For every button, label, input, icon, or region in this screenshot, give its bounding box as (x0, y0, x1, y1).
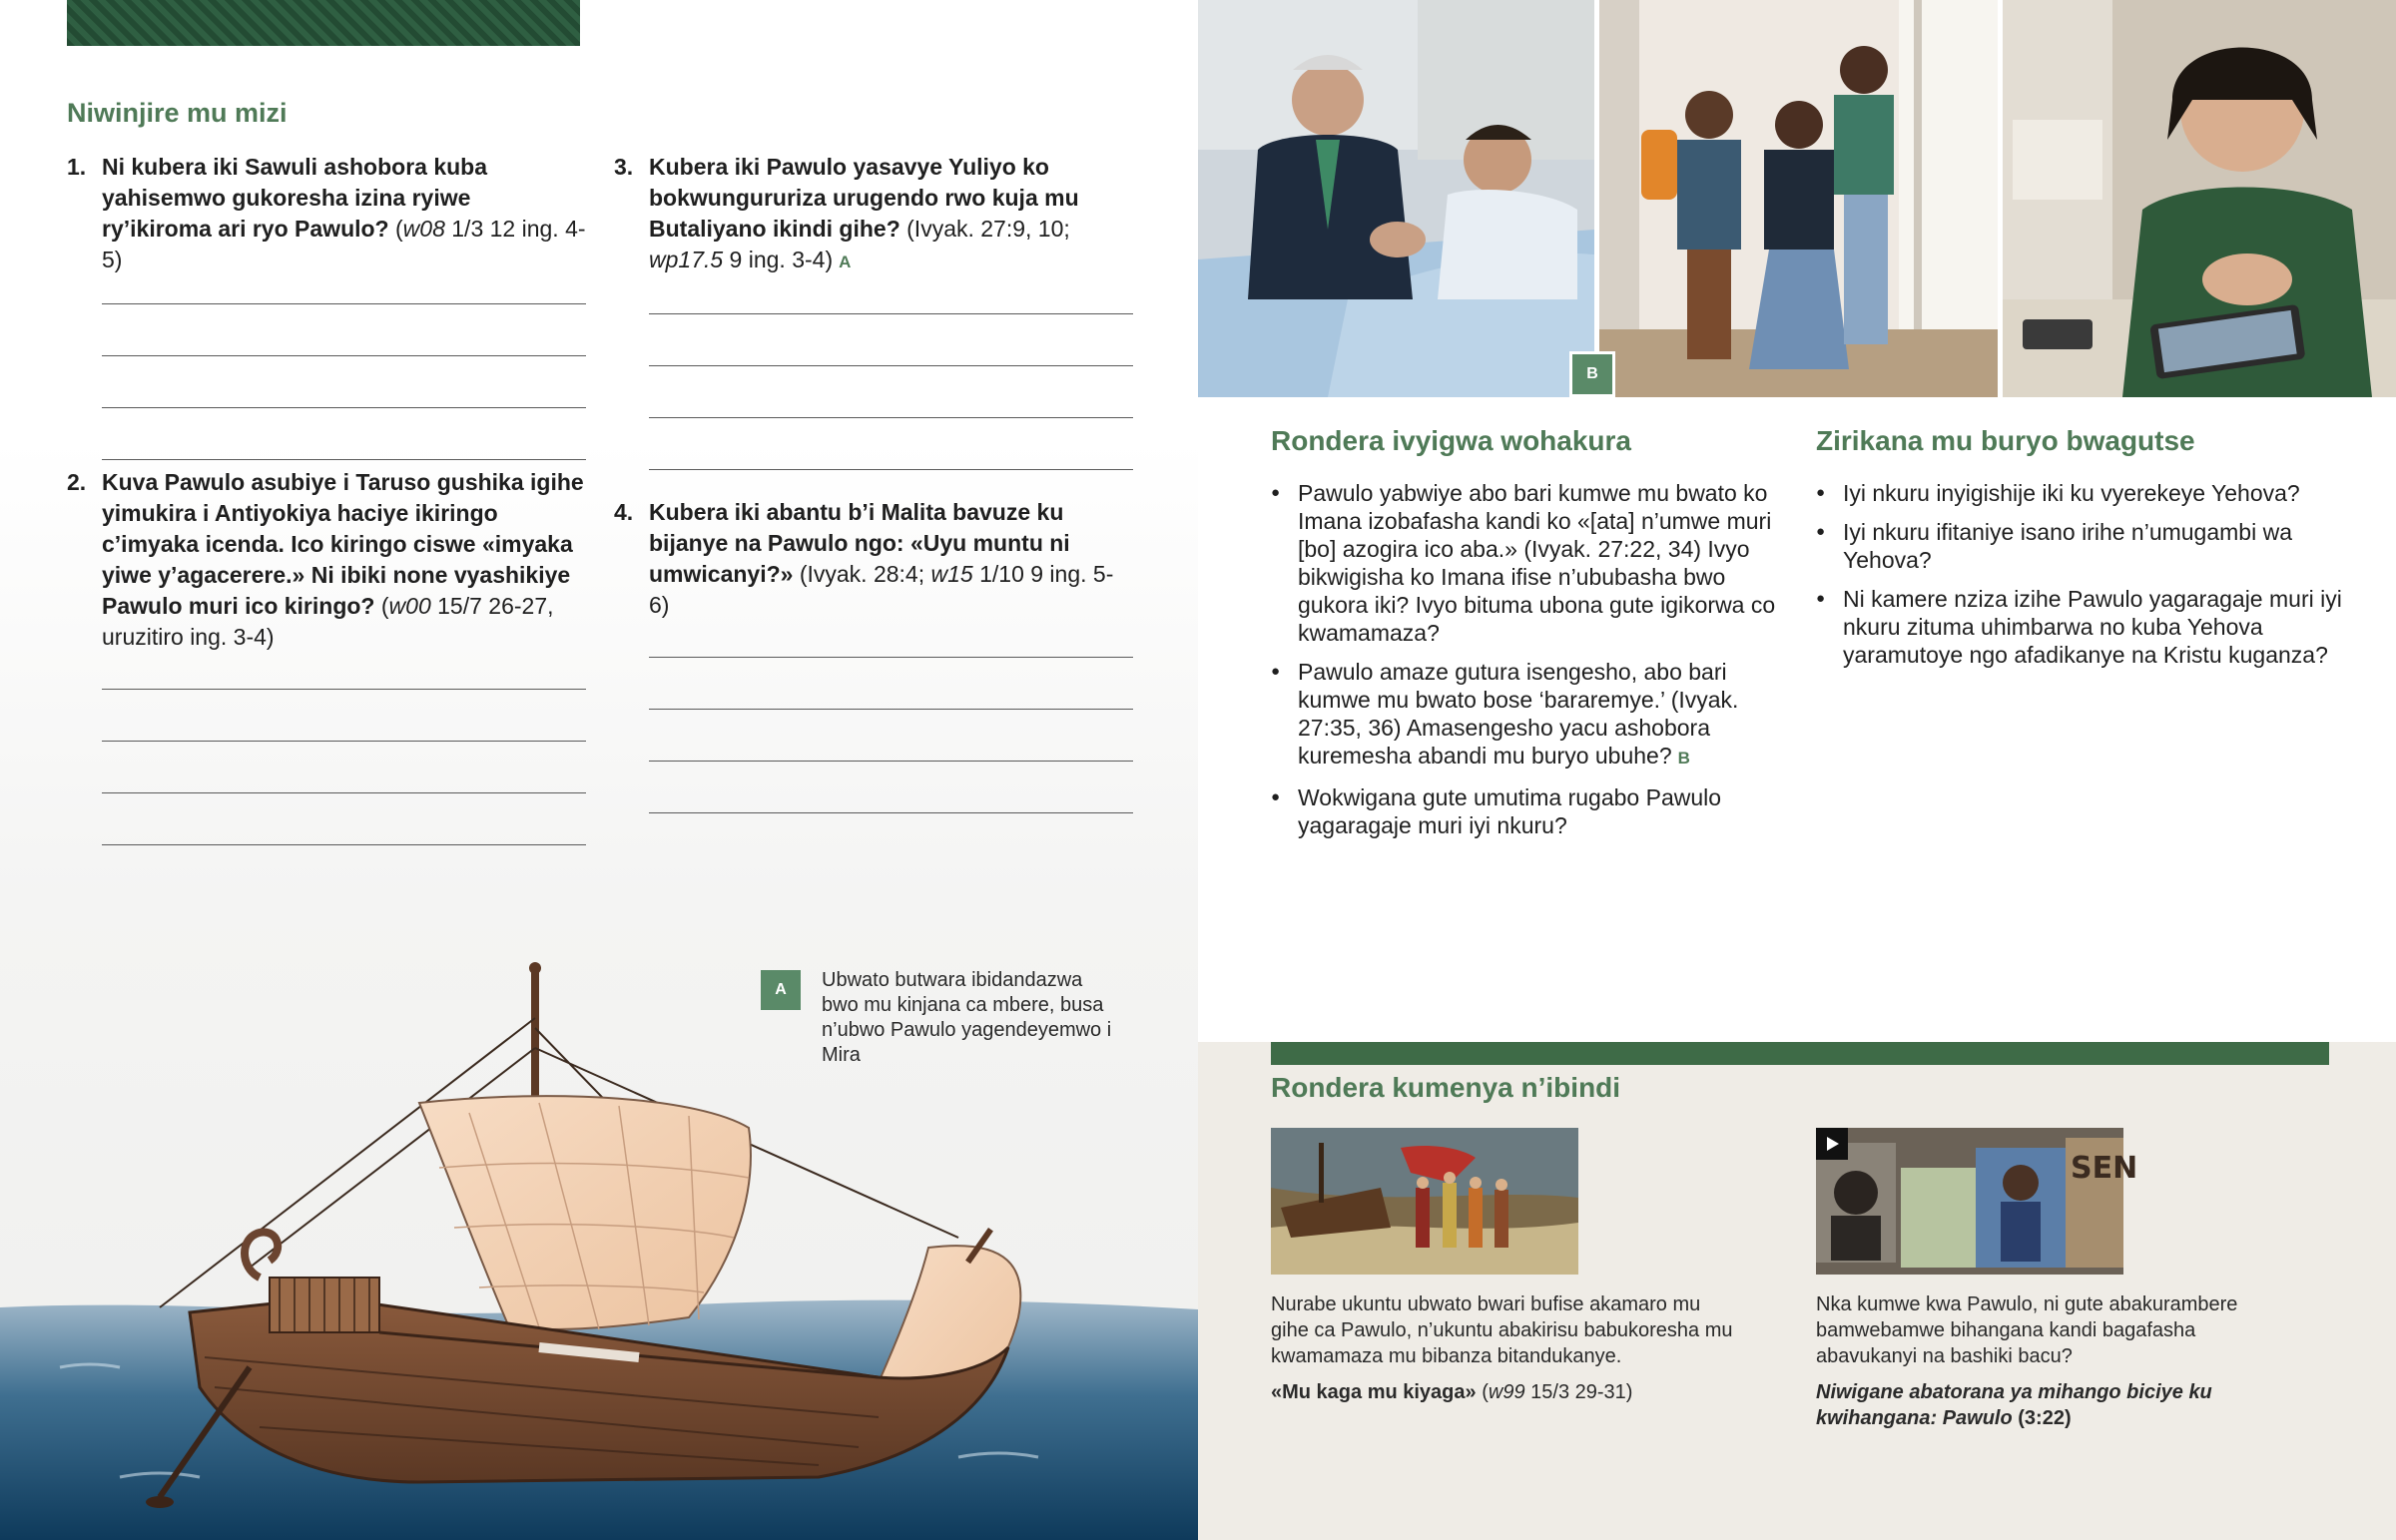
answer-line[interactable] (102, 792, 586, 793)
family-prayer-photo (1599, 0, 1998, 397)
list-item: ● Iyi nkuru inyigishije iki ku vyerekeye Yehova? (1816, 479, 2345, 507)
answer-line[interactable] (102, 689, 586, 690)
answer-line[interactable] (649, 365, 1133, 366)
question-number: 2. (67, 469, 87, 495)
answer-line[interactable] (649, 812, 1133, 813)
hospital-visit-photo (1198, 0, 1594, 397)
list-item: ● Pawulo yabwiye abo bari kumwe mu bwato ko Imana izobafasha kandi ko «[ata] n’umwe muri [bo] azogira ico aba.» (Ivyak. 27:22, 34) Ivyo bikwigisha ko Imana ifise n’ububasha bwo gukora iki? Ivyo bituma ubona gute igikorwa co kwamamaza? (1271, 479, 1785, 647)
svg-text:SEN: SEN (2071, 1151, 2138, 1186)
section-heading: Niwinjire mu mizi (67, 98, 288, 128)
figure-a-badge: A (761, 970, 801, 1010)
reflection-heading: Zirikana mu buryo bwagutse (1816, 425, 2195, 456)
further-research-panel (1198, 1042, 2396, 1540)
reflection-bullet-list (1816, 479, 2345, 680)
answer-lines (102, 689, 586, 845)
question-4 (614, 497, 1133, 864)
decorative-pattern-band (67, 0, 580, 46)
question-text: Kuva Pawulo asubiye i Taruso gushika igihe yimukira i Antiyokiya haciye ikiringo c’imyaka icenda. Ico kiringo ciswe «imyaka yiwe y’agacerere.» Ni ibiki none vyashikiye Pawulo muri ico kiringo? (w00 15/7 26-27, uruzitiro ing. 3-4) (102, 469, 584, 650)
answer-line[interactable] (102, 741, 586, 742)
question-text: Kubera iki Pawulo yasavye Yuliyo ko bokwungururiza urugendo rwo kuja mu Butaliyano ikindi gihe? (Ivyak. 27:9, 10; wp17.5 9 ing. 3-4) A (649, 154, 1079, 272)
answer-line[interactable] (102, 303, 586, 304)
list-item: ● Iyi nkuru ifitaniye isano irihe n’umugambi wa Yehova? (1816, 518, 2345, 574)
girl-praying-photo (2003, 0, 2396, 397)
answer-line[interactable] (649, 657, 1133, 658)
research-item-2 (1816, 1291, 2285, 1431)
answer-lines (102, 303, 586, 460)
answer-line[interactable] (649, 709, 1133, 710)
research-caption: Nurabe ukuntu ubwato bwari bufise akamaro mu gihe ca Pawulo, n’ukuntu abakirisu babukoresha mu kwamamaza mu bibanza bitandukanye. (1271, 1293, 1733, 1367)
list-item: ● Pawulo amaze gutura isengesho, abo bari kumwe mu bwato bose ‘bararemye.’ (Ivyak. 27:35, 36) Amasengesho yacu ashobora kuremesha abandi mu buryo ubuhe? B (1271, 658, 1785, 772)
question-text: Kubera iki abantu b’i Malita bavuze ku bijanye na Pawulo ngo: «Uyu muntu ni umwicanyi?» (Ivyak. 28:4; w15 1/10 9 ing. 5-6) (649, 499, 1114, 618)
answer-line[interactable] (102, 355, 586, 356)
question-number: 3. (614, 154, 634, 180)
question-number: 4. (614, 499, 634, 525)
lessons-bullet-list (1271, 479, 1785, 850)
research-caption: Nka kumwe kwa Pawulo, ni gute abakurambere bamwebamwe bihangana kandi bagafasha abavukanyi na bashiki bacu? (1816, 1293, 2238, 1367)
question-2 (67, 467, 586, 896)
shipwreck-painting-thumbnail[interactable] (1271, 1128, 1578, 1275)
question-text: Ni kubera iki Sawuli ashobora kuba yahisemwo gukoresha izina ryiwe ry’ikiroma ari ryo Pawulo? (w08 1/3 12 ing. 4-5) (102, 154, 586, 272)
list-item: ● Wokwigana gute umutima rugabo Pawulo yagaragaje muri iyi nkuru? (1271, 783, 1785, 839)
play-icon[interactable] (1816, 1128, 1848, 1160)
research-item-1 (1271, 1291, 1740, 1405)
answer-line[interactable] (649, 313, 1133, 314)
figure-reference-badge[interactable]: A (839, 253, 852, 271)
question-3 (614, 152, 1133, 521)
question-1 (67, 152, 586, 511)
answer-line[interactable] (102, 459, 586, 460)
question-number: 1. (67, 154, 87, 180)
green-divider-bar (1271, 1042, 2329, 1065)
answer-line[interactable] (649, 417, 1133, 418)
video-frame (1816, 1128, 2138, 1275)
lessons-heading: Rondera ivyigwa wohakura (1271, 425, 1631, 456)
figure-a-caption: Ubwato butwara ibidandazwa bwo mu kinjana ca mbere, busa n’ubwo Pawulo yagendeyemwo i Mira (822, 969, 1112, 1066)
video-thumbnail[interactable] (1816, 1128, 2138, 1275)
answer-lines (649, 313, 1133, 470)
answer-line[interactable] (649, 469, 1133, 470)
answer-line[interactable] (102, 407, 586, 408)
further-research-heading: Rondera kumenya n’ibindi (1271, 1072, 1621, 1103)
answer-line[interactable] (649, 761, 1133, 762)
answer-line[interactable] (102, 844, 586, 845)
list-item: ● Ni kamere nziza izihe Pawulo yagaragaje muri iyi nkuru zituma uhimbarwa no kuba Yehova yaramutoye ngo afadikanye na Kristu kuganza? (1816, 585, 2345, 669)
research-reference[interactable]: «Mu kaga mu kiyaga» (w99 15/3 29-31) (1271, 1381, 1633, 1403)
answer-lines (649, 657, 1133, 813)
research-reference[interactable]: Niwigane abatorana ya mihango biciye ku kwihangana: Pawulo (3:22) (1816, 1381, 2212, 1429)
photo-b-badge: B (1569, 351, 1615, 397)
photo-strip (1198, 0, 2396, 397)
figure-reference-badge[interactable]: B (1677, 749, 1690, 768)
right-page (1198, 0, 2396, 1540)
cargo-ship-illustration (0, 938, 1198, 1540)
